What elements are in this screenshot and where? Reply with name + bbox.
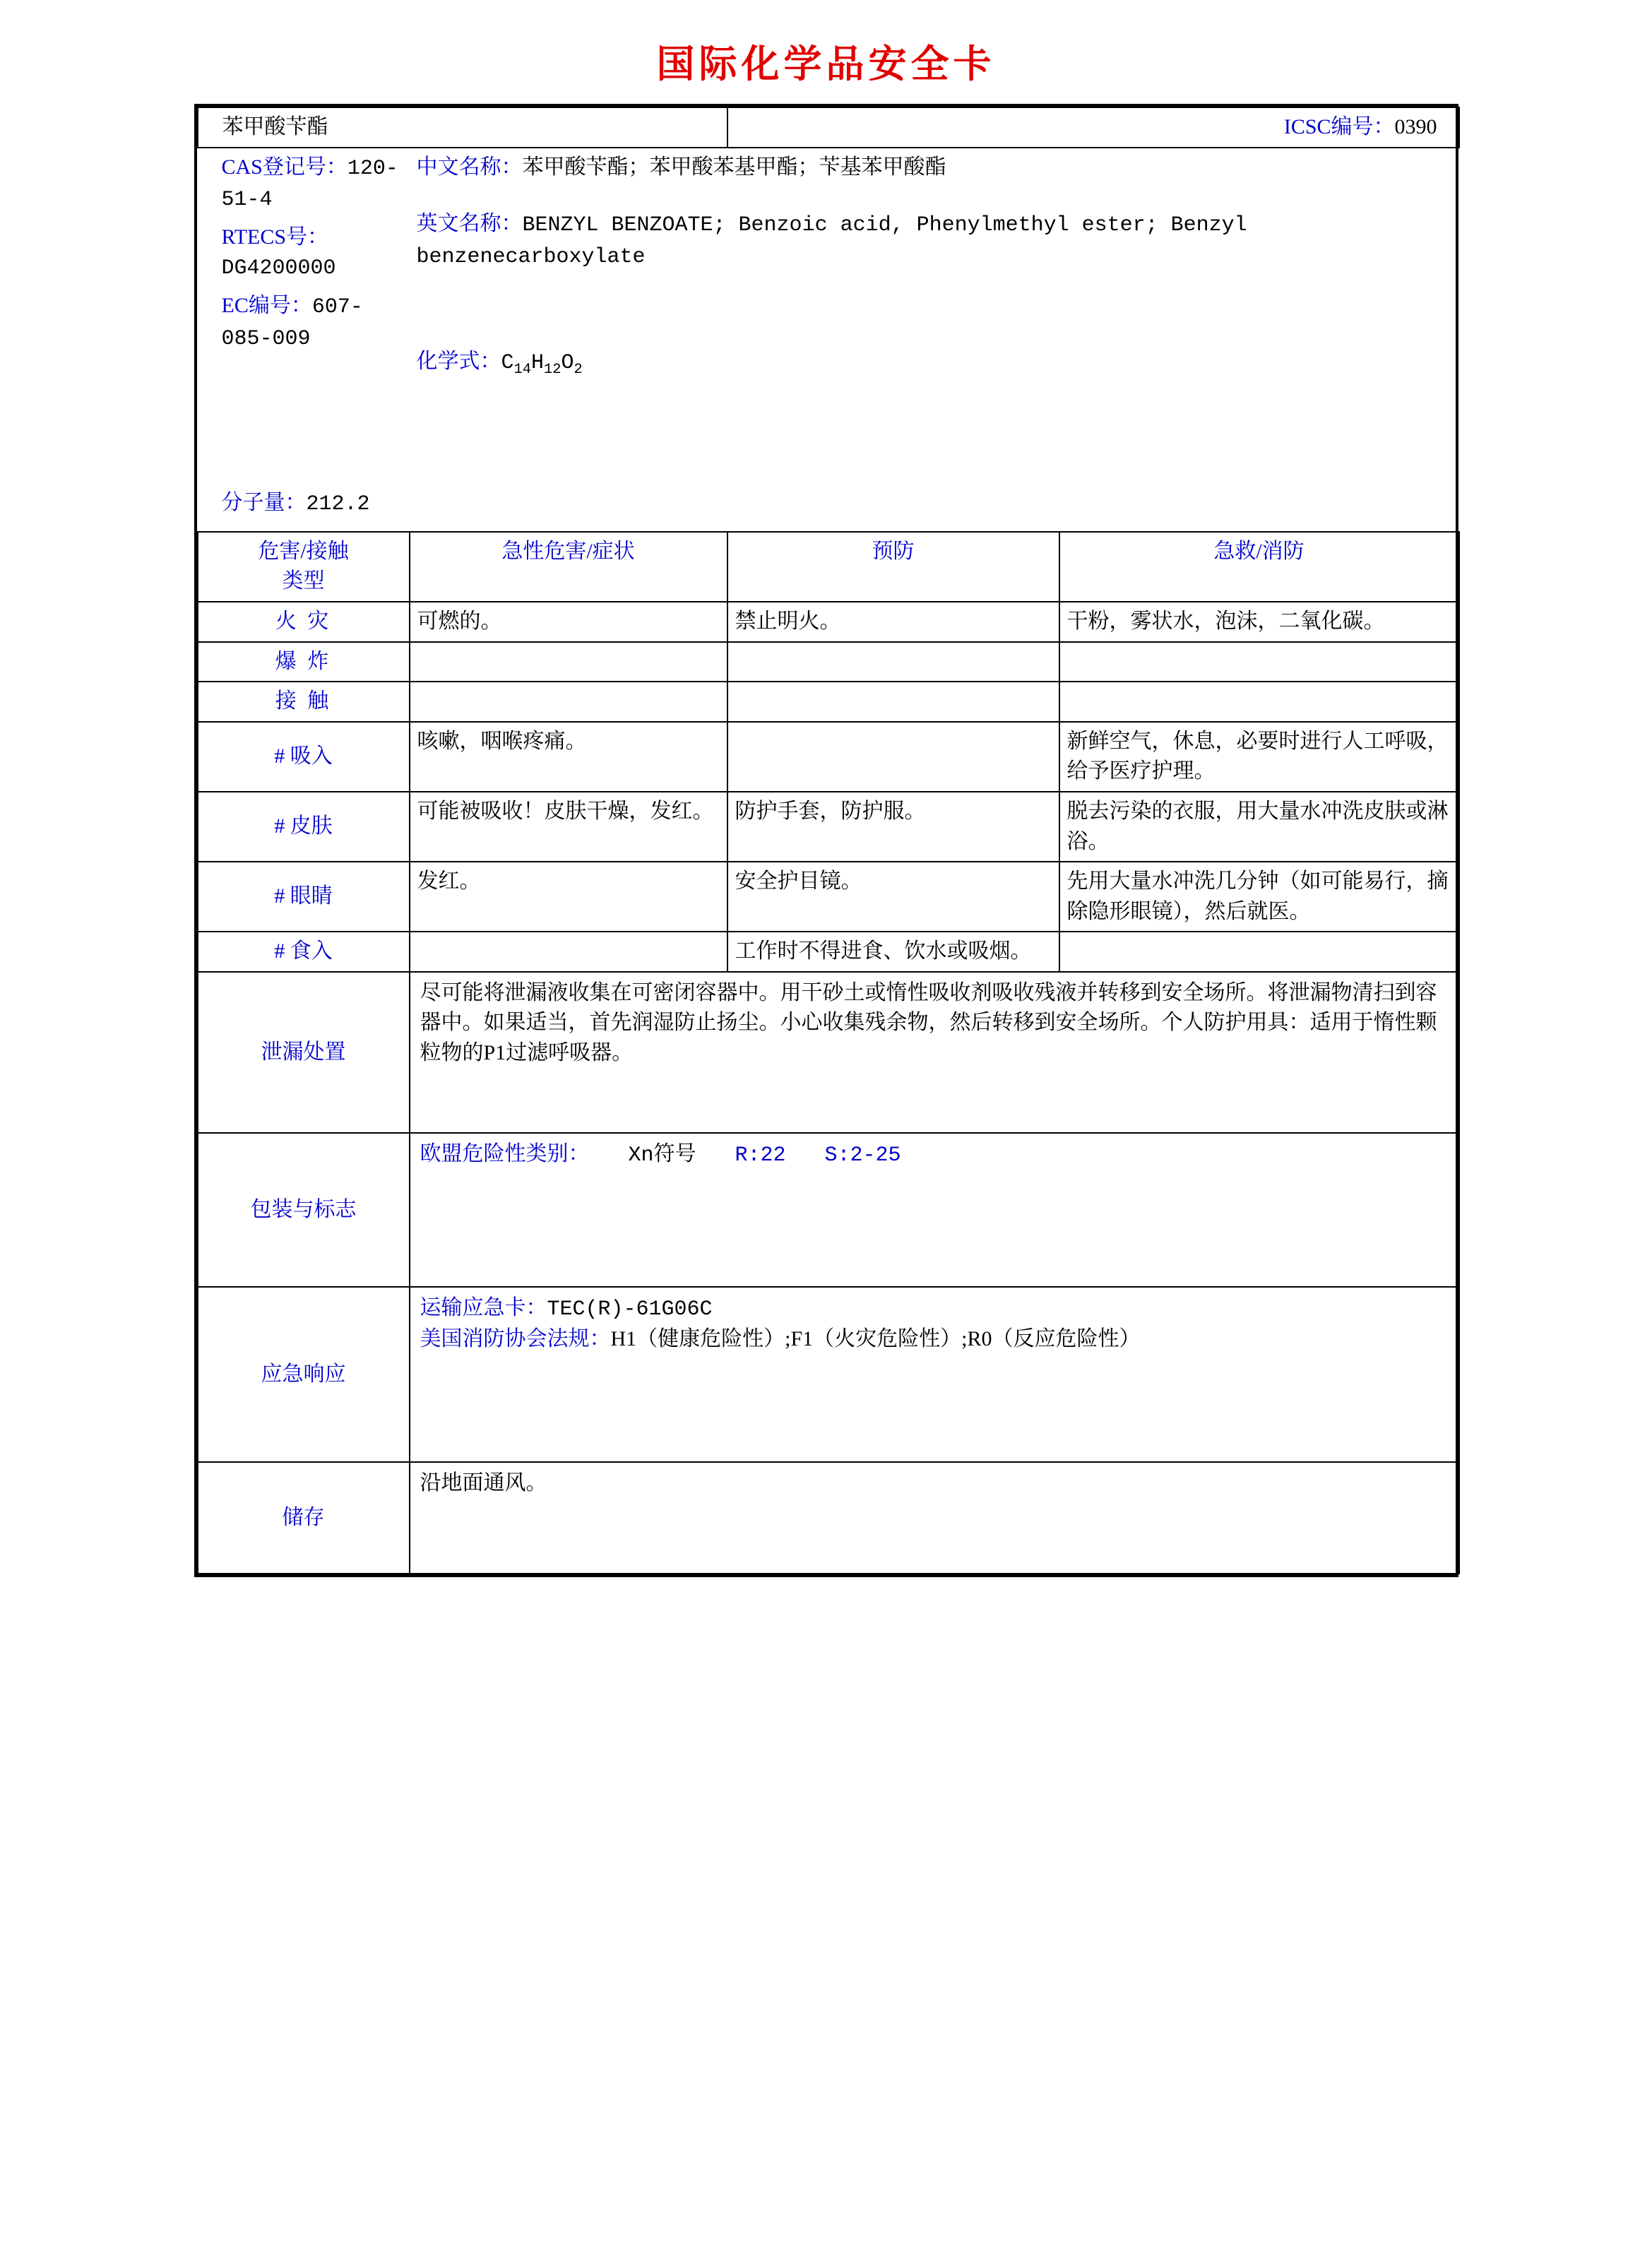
en-name-label: 英文名称： [416,212,523,236]
header-symptoms: 急性危害/症状 [410,532,727,602]
table-row [198,642,1459,682]
exposure-firstaid [1059,682,1459,722]
category-fire: 火 灾 [198,602,410,642]
storage-label: 储存 [198,1462,410,1574]
cn-name-value: 苯甲酸苄酯；苯甲酸苯基甲酯；苄基苯甲酸酯 [522,155,946,179]
mw-label: 分子量： [221,491,307,515]
ingestion-symptoms [410,932,727,972]
category-ingestion: # 食入 [198,932,410,972]
category-skin: # 皮肤 [198,792,410,862]
mw-value: 212.2 [306,492,370,517]
eyes-firstaid: 先用大量水冲洗几分钟（如可能易行，摘除隐形眼镜），然后就医。 [1059,862,1459,932]
storage-row [198,1462,1459,1574]
exposure-symptoms [410,682,727,722]
eyes-prevention: 安全护目镜。 [727,862,1059,932]
fire-prevention: 禁止明火。 [727,602,1059,642]
category-eyes: # 眼睛 [198,862,410,932]
eu-class-label: 欧盟危险性类别： [420,1141,590,1165]
emergency-label: 应急响应 [198,1287,410,1462]
icsc-label: ICSC编号： [1283,115,1395,138]
rtecs-label: RTECS号： [221,225,329,249]
header-hazard-type-l2: 类型 [282,569,325,593]
skin-prevention: 防护手套，防护服。 [727,792,1059,862]
identification-row [198,148,1459,532]
skin-symptoms: 可能被吸收！皮肤干燥，发红。 [410,792,727,862]
inhalation-prevention [727,722,1059,792]
emergency-content [410,1287,1459,1462]
r-phrase: R:22 [735,1143,786,1168]
tec-line [420,1293,1449,1325]
ingestion-firstaid [1059,932,1459,972]
category-exposure: 接 触 [198,682,410,722]
cn-name-line [417,153,1452,183]
tec-value: TEC(R)-61G06C [547,1297,713,1321]
page-title: 国际化学品安全卡 [656,42,996,86]
formula-label: 化学式： [416,350,501,374]
icsc-number-cell [727,107,1459,148]
header-prevention: 预防 [727,532,1059,602]
table-row [198,722,1459,792]
identification-right [410,148,1459,532]
identification-left [198,148,410,532]
column-header-row [198,532,1459,602]
packaging-row [198,1133,1459,1287]
spillage-text: 尽可能将泄漏液收集在可密闭容器中。用干砂土或惰性吸收剂吸收残液并转移到安全场所。将泄漏物清扫到容器中。如果适当，首先润湿防止扬尘。小心收集残余物，然后转移到安全场所。个人防护用具：适用于惰性颗粒物的P1过滤呼吸器。 [410,972,1459,1133]
cn-name-label: 中文名称： [416,155,523,179]
substance-name: 苯甲酸苄酯 [198,107,727,148]
inhalation-symptoms: 咳嗽，咽喉疼痛。 [410,722,727,792]
table-row [198,682,1459,722]
header-hazard-type-l1: 危害/接触 [258,539,349,563]
skin-firstaid: 脱去污染的衣服，用大量水冲洗皮肤或淋浴。 [1059,792,1459,862]
spillage-label: 泄漏处置 [198,972,410,1133]
formula-line [417,347,1452,381]
table-row [198,792,1459,862]
cas-line [222,153,403,215]
ec-label: EC编号： [221,293,312,317]
cas-value: 120-51-4 [221,156,398,213]
cas-label: CAS登记号： [221,155,347,179]
storage-text: 沿地面通风。 [410,1462,1459,1574]
explosion-firstaid [1059,642,1459,682]
table-row [198,862,1459,932]
eu-symbol: Xn符号 [628,1143,696,1168]
fire-firstaid: 干粉，雾状水，泡沫，二氧化碳。 [1059,602,1459,642]
category-explosion: 爆 炸 [198,642,410,682]
ident-left-spacer [222,361,403,481]
nfpa-line [420,1324,1449,1355]
ec-line [222,291,403,354]
eyes-symptoms: 发红。 [410,862,727,932]
s-phrase: S:2-25 [824,1143,901,1168]
table-row [198,602,1459,642]
ingestion-prevention: 工作时不得进食、饮水或吸烟。 [727,932,1059,972]
table-row [198,932,1459,972]
spillage-row [198,972,1459,1133]
en-name-value: BENZYL BENZOATE; Benzoic acid, Phenylmethyl ester; Benzyl benzenecarboxylate [416,213,1247,269]
fire-symptoms: 可燃的。 [410,602,727,642]
category-inhalation: # 吸入 [198,722,410,792]
ident-gap2 [417,279,1452,340]
name-row [198,107,1459,148]
icsc-table [197,107,1460,1574]
rtecs-line [222,222,403,284]
icsc-value: 0390 [1394,115,1437,138]
packaging-content [410,1133,1459,1287]
en-name-line [417,209,1452,272]
packaging-label: 包装与标志 [198,1133,410,1287]
explosion-symptoms [410,642,727,682]
emergency-row [198,1287,1459,1462]
icsc-card [194,104,1458,1577]
mw-line [222,488,403,520]
rtecs-value: DG4200000 [221,256,336,281]
inhalation-firstaid: 新鲜空气，休息，必要时进行人工呼吸，给予医疗护理。 [1059,722,1459,792]
ec-value: 607-085-009 [221,295,363,351]
header-firstaid: 急救/消防 [1059,532,1459,602]
ident-gap [417,189,1452,202]
header-hazard-type [198,532,410,602]
formula-value: $C_{14}H_{12}O_2$ [501,351,583,379]
tec-label: 运输应急卡： [420,1295,547,1319]
nfpa-label: 美国消防协会法规： [420,1327,611,1351]
exposure-prevention [727,682,1059,722]
explosion-prevention [727,642,1059,682]
nfpa-value: H1（健康危险性）;F1（火灾危险性）;R0（反应危险性） [610,1327,1141,1351]
